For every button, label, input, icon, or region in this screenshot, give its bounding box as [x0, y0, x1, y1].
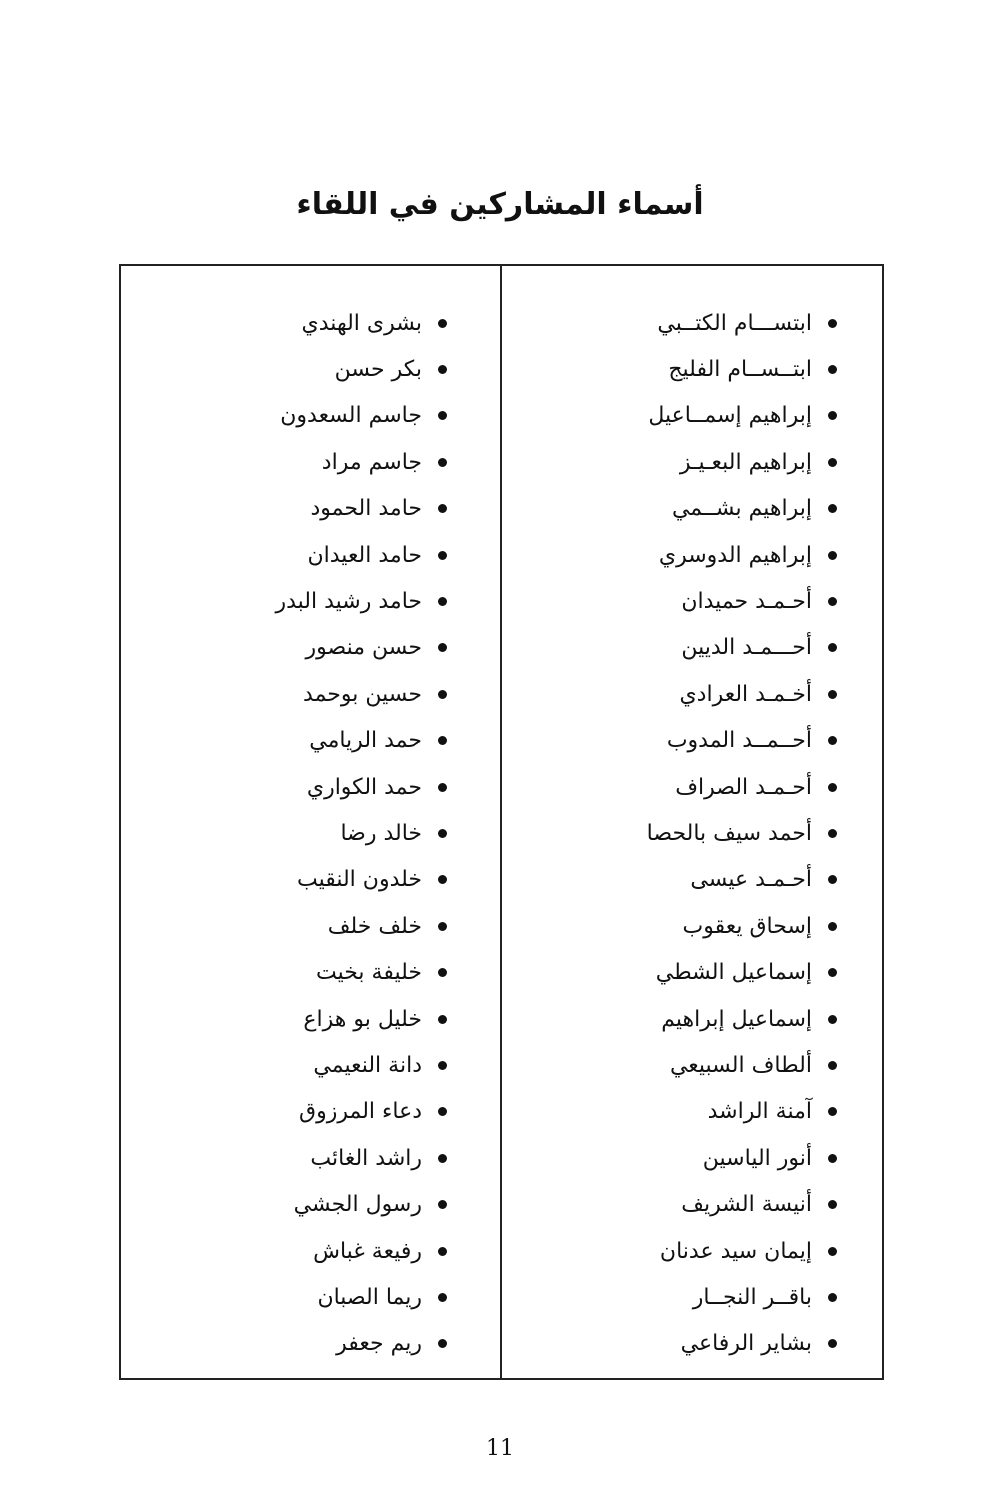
- bullet-icon: [438, 1293, 447, 1302]
- participant-name-item: [147, 810, 447, 856]
- participant-name-item: [537, 486, 837, 532]
- participant-name-item: [147, 393, 447, 439]
- participant-name: أحـــمـد الديين: [681, 635, 812, 661]
- participant-name-item: [537, 996, 837, 1042]
- column-divider: [500, 266, 502, 1378]
- participant-name: حامد العيدان: [307, 542, 422, 568]
- participant-name: إبراهيم بشــمي: [671, 496, 812, 522]
- participant-name: دانة النعيمي: [313, 1052, 422, 1078]
- bullet-icon: [828, 1107, 837, 1116]
- bullet-icon: [828, 551, 837, 560]
- participant-name: أحـمـد عيسى: [690, 867, 812, 893]
- participant-name-item: [537, 300, 837, 346]
- page-title: أسماء المشاركين في اللقاء: [296, 187, 704, 223]
- participant-name: إسماعيل الشطي: [655, 960, 812, 986]
- participant-name-item: [147, 1321, 447, 1367]
- participant-name-item: [537, 857, 837, 903]
- participant-name: رفيعة غباش: [313, 1238, 422, 1264]
- bullet-icon: [438, 783, 447, 792]
- bullet-icon: [438, 690, 447, 699]
- participant-name: خليفة بخيت: [315, 960, 422, 986]
- participant-name: ريم جعفر: [336, 1331, 422, 1357]
- bullet-icon: [828, 736, 837, 745]
- participant-name-item: [147, 439, 447, 485]
- participant-name: ريما الصبان: [317, 1284, 422, 1310]
- participant-name-item: [537, 810, 837, 856]
- participant-name-item: [147, 1135, 447, 1181]
- participant-name-item: [147, 718, 447, 764]
- bullet-icon: [828, 597, 837, 606]
- participant-name: راشد الغائب: [310, 1145, 422, 1171]
- participant-name: إبراهيم الدوسري: [658, 542, 812, 568]
- participant-name: خالد رضا: [340, 820, 422, 846]
- bullet-icon: [438, 458, 447, 467]
- participant-name: خلدون النقيب: [296, 867, 422, 893]
- participant-name-item: [147, 532, 447, 578]
- participant-name-item: [537, 1181, 837, 1227]
- participant-name: حامد الحمود: [310, 496, 422, 522]
- participant-name: بكر حسن: [334, 357, 422, 383]
- participant-name-item: [537, 393, 837, 439]
- bullet-icon: [438, 922, 447, 931]
- participant-name: أنور الياسين: [702, 1145, 812, 1171]
- participant-name-item: [147, 625, 447, 671]
- participant-name: أحـمـد الصراف: [675, 774, 812, 800]
- bullet-icon: [828, 829, 837, 838]
- bullet-icon: [438, 643, 447, 652]
- bullet-icon: [828, 1015, 837, 1024]
- participant-name: بشاير الرفاعي: [680, 1331, 812, 1357]
- bullet-icon: [438, 1015, 447, 1024]
- page-number: 11: [486, 1436, 514, 1461]
- participant-name-item: [537, 1321, 837, 1367]
- bullet-icon: [828, 1339, 837, 1348]
- participant-name-item: [537, 718, 837, 764]
- participant-name-item: [147, 1089, 447, 1135]
- participant-name-item: [147, 949, 447, 995]
- participant-name: دعاء المرزوق: [299, 1099, 422, 1125]
- right-column-list: [537, 300, 837, 1367]
- participant-name-item: [537, 578, 837, 624]
- participant-name-item: [147, 486, 447, 532]
- bullet-icon: [828, 1154, 837, 1163]
- bullet-icon: [828, 783, 837, 792]
- participant-name-item: [147, 996, 447, 1042]
- participant-name: باقــر النجــار: [692, 1284, 812, 1310]
- participant-name: ابتســـام الكتــبي: [657, 310, 812, 336]
- bullet-icon: [438, 736, 447, 745]
- participant-name: أحـمـد حميدان: [681, 589, 812, 615]
- participant-name: إيمان سيد عدنان: [659, 1238, 812, 1264]
- participant-name: خلف خلف: [327, 913, 422, 939]
- participant-name: حسن منصور: [305, 635, 422, 661]
- participant-name-item: [537, 903, 837, 949]
- participant-name: حسين بوحمد: [303, 681, 422, 707]
- bullet-icon: [438, 319, 447, 328]
- participant-name-item: [147, 903, 447, 949]
- bullet-icon: [828, 319, 837, 328]
- participant-name: بشرى الهندي: [301, 310, 422, 336]
- participant-name: إبراهيم إسمــاعيل: [648, 403, 812, 429]
- bullet-icon: [438, 968, 447, 977]
- bullet-icon: [828, 1200, 837, 1209]
- bullet-icon: [828, 875, 837, 884]
- participants-table: [119, 264, 884, 1380]
- participant-name-item: [537, 671, 837, 717]
- participant-name-item: [537, 346, 837, 392]
- participant-name-item: [537, 764, 837, 810]
- bullet-icon: [438, 1061, 447, 1070]
- bullet-icon: [438, 829, 447, 838]
- bullet-icon: [438, 1247, 447, 1256]
- participant-name-item: [537, 625, 837, 671]
- bullet-icon: [438, 1339, 447, 1348]
- bullet-icon: [438, 597, 447, 606]
- bullet-icon: [438, 1200, 447, 1209]
- participant-name-item: [537, 1042, 837, 1088]
- left-column-list: [147, 300, 447, 1367]
- bullet-icon: [828, 1293, 837, 1302]
- participant-name-item: [147, 346, 447, 392]
- participant-name: حامد رشيد البدر: [275, 589, 422, 615]
- participant-name-item: [537, 1135, 837, 1181]
- participant-name: إبراهيم البعـيـز: [679, 449, 812, 475]
- participant-name-item: [537, 1228, 837, 1274]
- participant-name: أخـمـد العرادي: [679, 681, 812, 707]
- bullet-icon: [438, 504, 447, 513]
- participant-name: حمد الكواري: [306, 774, 422, 800]
- participant-name: إسحاق يعقوب: [682, 913, 812, 939]
- participant-name-item: [147, 1274, 447, 1320]
- participant-name: رسول الجشي: [293, 1192, 422, 1218]
- bullet-icon: [828, 458, 837, 467]
- bullet-icon: [438, 875, 447, 884]
- bullet-icon: [828, 504, 837, 513]
- participant-name: ألطاف السبيعي: [669, 1052, 812, 1078]
- participant-name-item: [537, 439, 837, 485]
- bullet-icon: [828, 1061, 837, 1070]
- participant-name-item: [147, 300, 447, 346]
- bullet-icon: [828, 690, 837, 699]
- participant-name-item: [537, 1274, 837, 1320]
- participant-name-item: [147, 1228, 447, 1274]
- participant-name-item: [147, 1181, 447, 1227]
- participant-name: آمنة الراشد: [707, 1099, 812, 1125]
- bullet-icon: [828, 922, 837, 931]
- participant-name-item: [537, 1089, 837, 1135]
- participant-name: جاسم مراد: [321, 449, 422, 475]
- bullet-icon: [828, 411, 837, 420]
- participant-name-item: [537, 949, 837, 995]
- bullet-icon: [438, 551, 447, 560]
- participant-name: أحمد سيف بالحصا: [646, 820, 812, 846]
- bullet-icon: [438, 1154, 447, 1163]
- participant-name-item: [537, 532, 837, 578]
- participant-name: إسماعيل إبراهيم: [661, 1006, 812, 1032]
- participant-name-item: [147, 578, 447, 624]
- participant-name-item: [147, 764, 447, 810]
- participant-name-item: [147, 1042, 447, 1088]
- bullet-icon: [828, 365, 837, 374]
- participant-name: جاسم السعدون: [280, 403, 422, 429]
- bullet-icon: [828, 1247, 837, 1256]
- participant-name: ابتــســام الفليج: [668, 357, 812, 383]
- bullet-icon: [828, 968, 837, 977]
- participant-name: حمد الريامي: [309, 728, 422, 754]
- bullet-icon: [438, 1107, 447, 1116]
- participant-name: خليل بو هزاع: [303, 1006, 422, 1032]
- participant-name: أحــمــد المدوب: [666, 728, 812, 754]
- participant-name: أنيسة الشريف: [681, 1192, 812, 1218]
- bullet-icon: [438, 365, 447, 374]
- participant-name-item: [147, 857, 447, 903]
- bullet-icon: [438, 411, 447, 420]
- participant-name-item: [147, 671, 447, 717]
- bullet-icon: [828, 643, 837, 652]
